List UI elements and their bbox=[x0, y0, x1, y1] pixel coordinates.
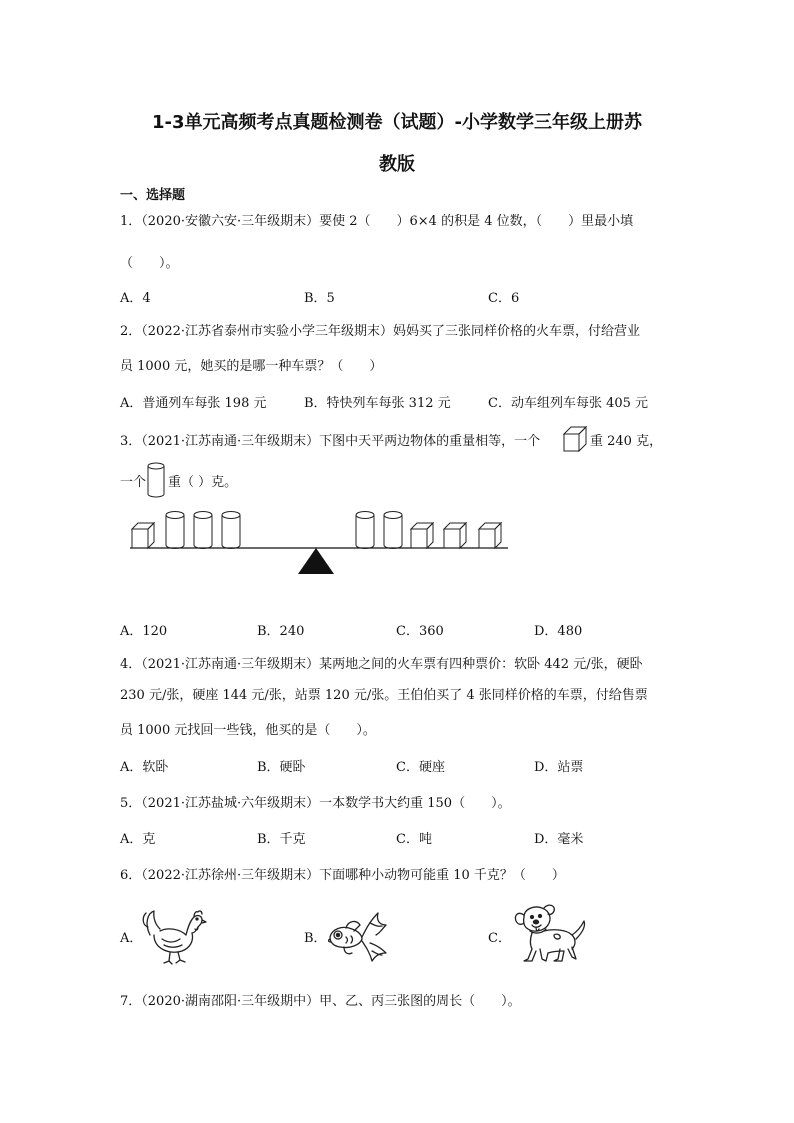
right-cylinder-1 bbox=[356, 512, 374, 549]
question-4-option-b[interactable]: B．硬卧 bbox=[257, 760, 306, 775]
question-5-option-a[interactable]: A．克 bbox=[120, 832, 156, 847]
rooster-icon bbox=[140, 905, 206, 967]
question-5-option-d[interactable]: D．毫米 bbox=[534, 832, 584, 847]
question-6-option-a[interactable]: A． bbox=[120, 931, 143, 946]
document-title-line1: 1-3单元高频考点真题检测卷（试题）-小学数学三年级上册苏 bbox=[152, 112, 642, 133]
section-heading: 一、选择题 bbox=[120, 188, 186, 203]
question-5-option-c[interactable]: C．吨 bbox=[396, 832, 432, 847]
goldfish-icon bbox=[326, 907, 390, 965]
document-title-line2: 教版 bbox=[379, 154, 415, 175]
question-2-option-c[interactable]: C．动车组列车每张 405 元 bbox=[488, 396, 649, 411]
question-5-line1: 5．（2021·江苏盐城·六年级期末）一本数学书大约重 150（ ）。 bbox=[120, 796, 511, 811]
question-3-option-b[interactable]: B．240 bbox=[257, 624, 305, 639]
question-4-option-a[interactable]: A．软卧 bbox=[120, 760, 169, 775]
question-2-option-b[interactable]: B．特快列车每张 312 元 bbox=[304, 396, 451, 411]
question-2-option-a[interactable]: A．普通列车每张 198 元 bbox=[120, 396, 267, 411]
left-cube bbox=[132, 523, 154, 548]
question-4-line3: 员 1000 元找回一些钱，他买的是（ ）。 bbox=[120, 723, 376, 738]
right-cube-3 bbox=[479, 523, 501, 548]
question-6-option-c[interactable]: C． bbox=[488, 931, 511, 946]
question-6-option-b[interactable]: B． bbox=[304, 931, 327, 946]
question-3-line2b: 重（ ）克。 bbox=[168, 475, 238, 490]
question-1-option-b[interactable]: B．5 bbox=[304, 291, 335, 306]
question-4-option-d[interactable]: D．站票 bbox=[534, 760, 584, 775]
question-3-line1a: 3．（2021·江苏南通·三年级期末）下图中天平两边物体的重量相等，一个 bbox=[120, 434, 541, 449]
question-3-line1b: 重 240 克， bbox=[590, 434, 663, 449]
left-cylinder-3 bbox=[222, 512, 240, 549]
question-4-line1: 4．（2021·江苏南通·三年级期末）某两地之间的火车票有四种票价：软卧 442 元/张，硬卧 bbox=[120, 657, 643, 672]
question-1-option-a[interactable]: A．4 bbox=[120, 291, 151, 306]
question-3-line2a: 一个 bbox=[120, 475, 147, 490]
question-1-line1: 1．（2020·安徽六安·三年级期末）要使 2（ ）6×4 的积是 4 位数，（ ）里最小填 bbox=[120, 214, 634, 229]
left-cylinder-1 bbox=[166, 512, 184, 549]
balance-scale-figure bbox=[120, 508, 520, 578]
right-cylinder-2 bbox=[384, 512, 402, 549]
question-4-line2: 230 元/张，硬座 144 元/张，站票 120 元/张。王伯伯买了 4 张同样价格的车票，付给售票 bbox=[120, 688, 648, 703]
left-cylinder-2 bbox=[194, 512, 212, 549]
question-3-option-d[interactable]: D．480 bbox=[534, 624, 583, 639]
question-7-line1: 7．（2020·湖南邵阳·三年级期中）甲、乙、丙三张图的周长（ ）。 bbox=[120, 994, 521, 1009]
question-2-line2: 员 1000 元，她买的是哪一种车票？（ ） bbox=[120, 359, 383, 374]
question-3-option-a[interactable]: A．120 bbox=[120, 624, 168, 639]
question-2-line1: 2．（2022·江苏省泰州市实验小学三年级期末）妈妈买了三张同样价格的火车票，付给营业 bbox=[120, 324, 640, 339]
balance-fulcrum bbox=[298, 548, 334, 574]
question-1-line2: （ ）。 bbox=[120, 256, 179, 271]
question-5-option-b[interactable]: B．千克 bbox=[257, 832, 306, 847]
cylinder-icon bbox=[147, 462, 165, 498]
right-cube-1 bbox=[411, 523, 433, 548]
question-3-option-c[interactable]: C．360 bbox=[396, 624, 444, 639]
puppy-icon bbox=[510, 903, 590, 965]
right-cube-2 bbox=[444, 523, 466, 548]
question-4-option-c[interactable]: C．硬座 bbox=[396, 760, 445, 775]
question-6-line1: 6．（2022·江苏徐州·三年级期末）下面哪种小动物可能重 10 千克？（ ） bbox=[120, 868, 565, 883]
question-1-option-c[interactable]: C．6 bbox=[488, 291, 520, 306]
cube-icon bbox=[563, 426, 587, 452]
